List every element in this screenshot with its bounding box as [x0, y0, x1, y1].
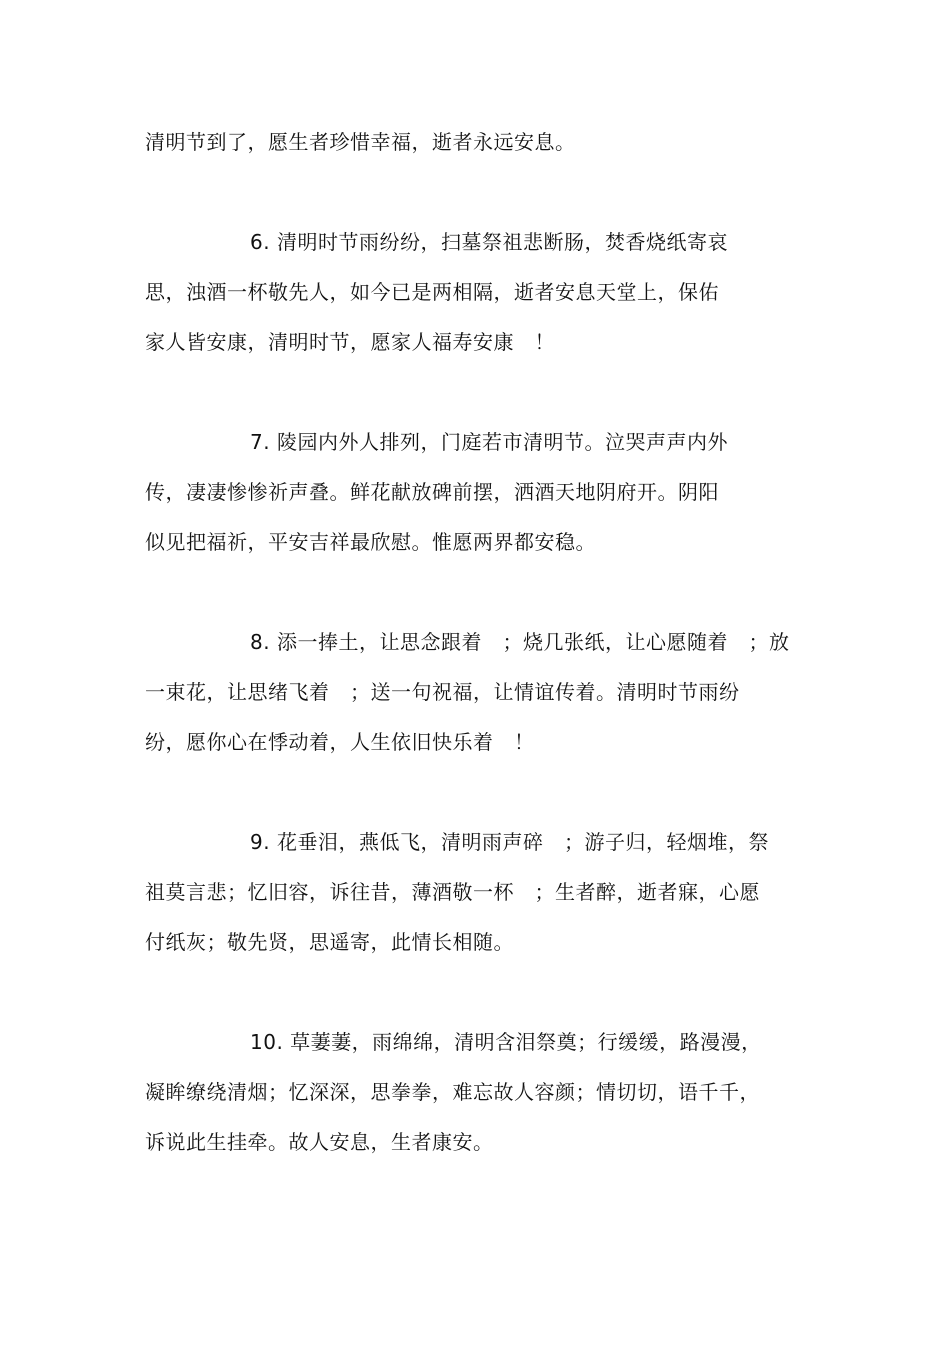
paragraph-line: 6. 清明时节雨纷纷，扫墓祭祖悲断肠，焚香烧纸寄哀 [250, 230, 728, 254]
paragraph-line: 10. 草萋萋，雨绵绵，清明含泪祭奠；行缓缓，路漫漫， [250, 1030, 762, 1054]
paragraph-line: 7. 陵园内外人排列，门庭若市清明节。泣哭声声内外 [250, 430, 728, 454]
paragraph-line: 祖莫言悲；忆旧容，诉往昔，薄酒敬一杯 ；生者醉，逝者寐，心愿 [145, 880, 760, 904]
paragraph-line: 纷，愿你心在悸动着，人生依旧快乐着 ！ [145, 730, 535, 754]
paragraph-line: 付纸灰；敬先贤，思遥寄，此情长相随。 [145, 930, 514, 954]
paragraph-line: 9. 花垂泪，燕低飞，清明雨声碎 ；游子归，轻烟堆，祭 [250, 830, 769, 854]
intro-line: 清明节到了，愿生者珍惜幸福，逝者永远安息。 [145, 130, 576, 154]
paragraph-line: 家人皆安康，清明时节，愿家人福寿安康 ！ [145, 330, 555, 354]
paragraph-line: 凝眸缭绕清烟；忆深深，思拳拳，难忘故人容颜；情切切，语千千， [145, 1080, 760, 1104]
paragraph-line: 一束花，让思绪飞着 ；送一句祝福，让情谊传着。清明时节雨纷 [145, 680, 740, 704]
paragraph-line: 诉说此生挂牵。故人安息，生者康安。 [145, 1130, 494, 1154]
paragraph-line: 似见把福祈，平安吉祥最欣慰。惟愿两界都安稳。 [145, 530, 596, 554]
paragraph-line: 传，凄凄惨惨祈声叠。鲜花献放碑前摆，洒酒天地阴府开。阴阳 [145, 480, 719, 504]
paragraph-line: 8. 添一捧土，让思念跟着 ；烧几张纸，让心愿随着 ；放 [250, 630, 790, 654]
paragraph-line: 思，浊酒一杯敬先人，如今已是两相隔，逝者安息天堂上，保佑 [145, 280, 719, 304]
